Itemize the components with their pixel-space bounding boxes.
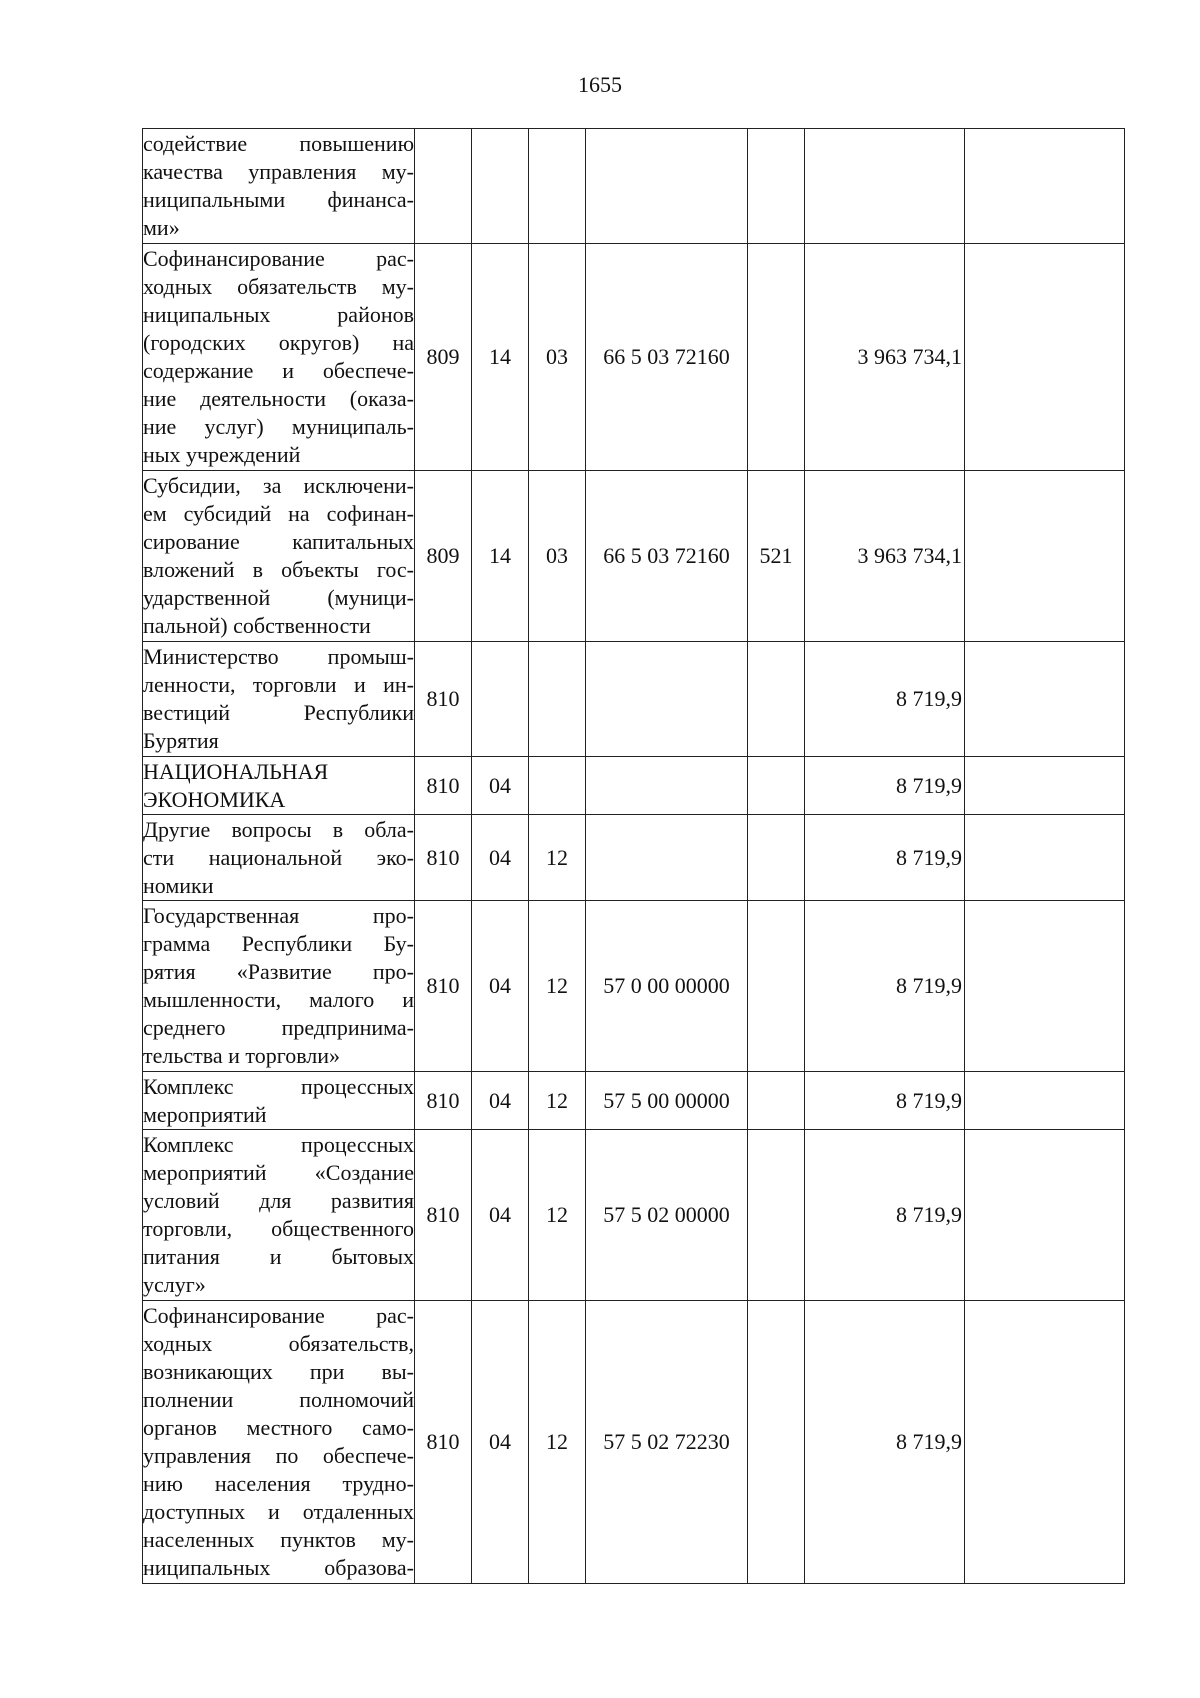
target-article-cell: 57 5 02 72230 [586,1301,748,1584]
row-name-line: ходных обязательств му- [143,274,414,299]
row-name-line: органов местного само- [143,1415,414,1440]
row-name-line: питания и бытовых [143,1244,414,1269]
ministry-code-cell: 810 [415,901,472,1072]
row-name-line: Государственная про- [143,903,414,928]
row-name-line: ниципальных районов [143,302,414,327]
row-name-cell [143,757,415,815]
section-code-cell [472,642,529,757]
expense-type-cell [748,244,805,471]
extra-cell [965,1130,1125,1301]
subsection-code-cell: 12 [529,1130,586,1301]
section-code-cell: 04 [472,757,529,815]
expense-type-cell [748,1130,805,1301]
expense-type-cell [748,129,805,244]
table-row [143,1072,1125,1130]
budget-table [142,128,1125,1584]
section-code-cell: 04 [472,901,529,1072]
row-name-line: Софинансирование рас- [143,1303,414,1328]
row-name-line: номики [143,872,214,898]
amount-cell: 8 719,9 [805,815,965,901]
extra-cell [965,1301,1125,1584]
row-name-line: Комплекс процессных [143,1073,414,1099]
table-row [143,244,1125,471]
amount-cell: 8 719,9 [805,642,965,757]
row-name-line: вложений в объекты гос- [143,557,414,582]
table-row [143,757,1125,815]
row-name-line: ем субсидий на софинан- [143,501,414,526]
row-name-cell [143,1301,415,1584]
subsection-code-cell: 12 [529,1301,586,1584]
expense-type-cell [748,1301,805,1584]
row-name-line: населенных пунктов му- [143,1527,414,1552]
amount-cell: 8 719,9 [805,901,965,1072]
table-row [143,1301,1125,1584]
ministry-code-cell: 810 [415,1130,472,1301]
row-name-cell [143,901,415,1072]
section-code-cell: 04 [472,1130,529,1301]
table-row [143,815,1125,901]
row-name-line: ударственной (муници- [143,585,414,610]
expense-type-cell [748,815,805,901]
expense-type-cell [748,901,805,1072]
section-code-cell: 04 [472,1072,529,1130]
target-article-cell: 57 5 02 00000 [586,1130,748,1301]
row-name-line: качества управления му- [143,159,414,184]
row-name-line: ниципальными финанса- [143,187,414,212]
target-article-cell [586,129,748,244]
row-name-cell [143,1130,415,1301]
row-name-line: Софинансирование рас- [143,246,414,271]
amount-cell: 8 719,9 [805,1130,965,1301]
row-name-line: мероприятий [143,1101,267,1127]
row-name-line: нию населения трудно- [143,1471,414,1496]
row-name-line: грамма Республики Бу- [143,931,414,956]
expense-type-cell [748,1072,805,1130]
ministry-code-cell: 810 [415,815,472,901]
row-name-line: сирование капитальных [143,529,414,554]
row-name-line: Бурятия [143,728,219,753]
row-name-line: НАЦИОНАЛЬНАЯ [143,758,329,784]
subsection-code-cell: 12 [529,901,586,1072]
target-article-cell: 66 5 03 72160 [586,244,748,471]
subsection-code-cell [529,129,586,244]
row-name-line: Комплекс процессных [143,1132,414,1157]
page-number: 1655 [578,72,622,97]
section-code-cell: 14 [472,244,529,471]
row-name-line: ЭКОНОМИКА [143,786,286,812]
row-name-line: Субсидии, за исключени- [143,473,414,498]
amount-cell: 3 963 734,1 [805,244,965,471]
row-name-line: ходных обязательств, [143,1331,414,1356]
table-row [143,901,1125,1072]
target-article-cell [586,642,748,757]
row-name-line: пальной) собственности [143,613,371,638]
extra-cell [965,129,1125,244]
table-row [143,1130,1125,1301]
row-name-line: полнении полномочий [143,1387,414,1412]
extra-cell [965,757,1125,815]
amount-cell [805,129,965,244]
target-article-cell: 66 5 03 72160 [586,471,748,642]
section-code-cell: 04 [472,815,529,901]
subsection-code-cell [529,757,586,815]
table-row [143,471,1125,642]
row-name-line: содержание и обеспече- [143,358,414,383]
ministry-code-cell: 809 [415,244,472,471]
subsection-code-cell [529,642,586,757]
row-name-cell [143,815,415,901]
row-name-line: мышленности, малого и [143,987,414,1012]
amount-cell: 8 719,9 [805,1301,965,1584]
extra-cell [965,244,1125,471]
expense-type-cell: 521 [748,471,805,642]
subsection-code-cell: 03 [529,471,586,642]
row-name-cell [143,244,415,471]
ministry-code-cell: 810 [415,642,472,757]
ministry-code-cell: 810 [415,1072,472,1130]
expense-type-cell [748,642,805,757]
target-article-cell [586,757,748,815]
row-name-line: ных учреждений [143,442,301,467]
extra-cell [965,471,1125,642]
extra-cell [965,642,1125,757]
row-name-line: Министерство промыш- [143,644,414,669]
ministry-code-cell: 810 [415,757,472,815]
row-name-line: содействие повышению [143,131,414,156]
row-name-line: ние услуг) муниципаль- [143,414,414,439]
row-name-line: среднего предпринима- [143,1015,414,1040]
ministry-code-cell: 810 [415,1301,472,1584]
row-name-line: ленности, торговли и ин- [143,672,414,697]
row-name-line: сти национальной эко- [143,844,414,870]
ministry-code-cell [415,129,472,244]
section-code-cell: 04 [472,1301,529,1584]
row-name-line: управления по обеспече- [143,1443,414,1468]
subsection-code-cell: 12 [529,815,586,901]
extra-cell [965,1072,1125,1130]
target-article-cell [586,815,748,901]
row-name-line: возникающих при вы- [143,1359,414,1384]
subsection-code-cell: 03 [529,244,586,471]
row-name-line: рятия «Развитие про- [143,959,414,984]
extra-cell [965,815,1125,901]
section-code-cell [472,129,529,244]
row-name-line: ние деятельности (оказа- [143,386,414,411]
row-name-cell [143,642,415,757]
row-name-line: условий для развития [143,1188,414,1213]
subsection-code-cell: 12 [529,1072,586,1130]
row-name-line: торговли, общественного [143,1216,414,1241]
row-name-line: ми» [143,215,180,240]
extra-cell [965,901,1125,1072]
section-code-cell: 14 [472,471,529,642]
target-article-cell: 57 5 00 00000 [586,1072,748,1130]
row-name-line: тельства и торговли» [143,1043,341,1068]
amount-cell: 8 719,9 [805,757,965,815]
row-name-line: Другие вопросы в обла- [143,816,414,842]
amount-cell: 8 719,9 [805,1072,965,1130]
row-name-cell [143,1072,415,1130]
row-name-line: (городских округов) на [143,330,414,355]
table-row [143,129,1125,244]
row-name-line: вестиций Республики [143,700,414,725]
target-article-cell: 57 0 00 00000 [586,901,748,1072]
table-row [143,642,1125,757]
ministry-code-cell: 809 [415,471,472,642]
amount-cell: 3 963 734,1 [805,471,965,642]
row-name-line: ниципальных образова- [143,1555,414,1580]
row-name-line: мероприятий «Создание [143,1160,414,1185]
row-name-cell [143,129,415,244]
expense-type-cell [748,757,805,815]
row-name-line: услуг» [143,1272,206,1297]
row-name-line: доступных и отдаленных [143,1499,414,1524]
row-name-cell [143,471,415,642]
